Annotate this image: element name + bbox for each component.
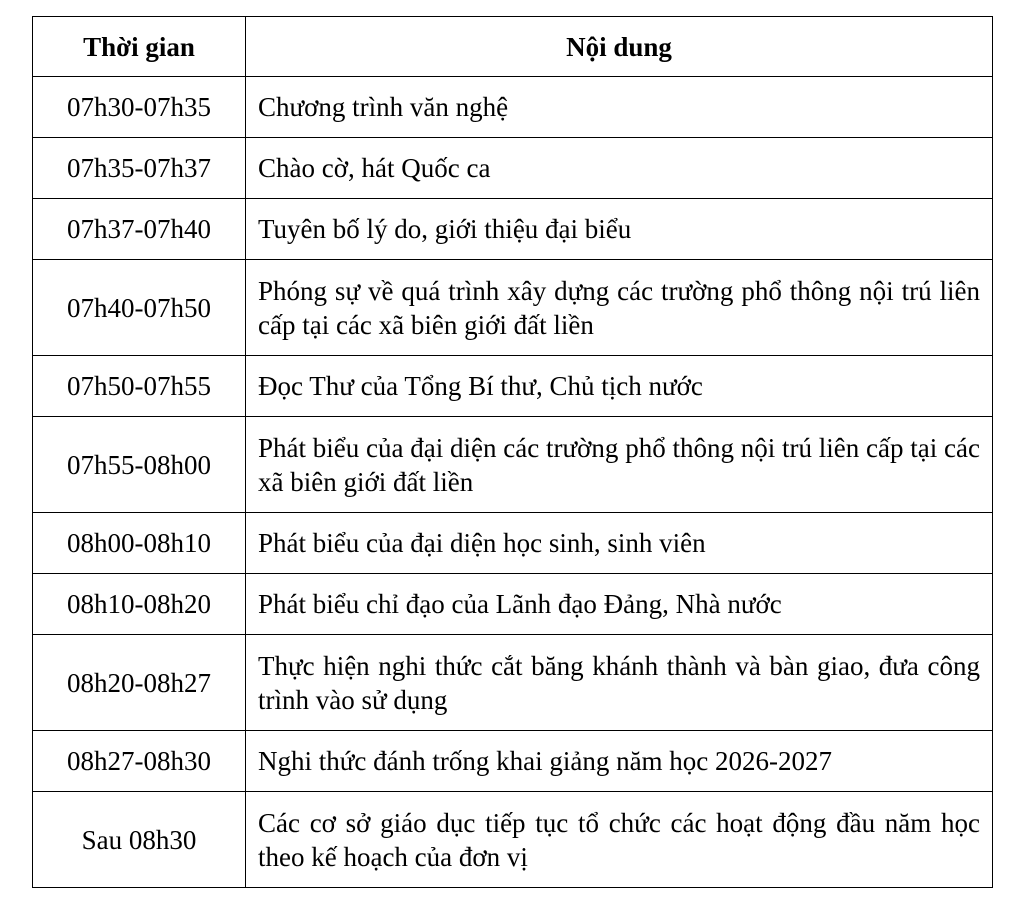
content-cell: Phóng sự về quá trình xây dựng các trường phổ thông nội trú liên cấp tại các xã biên giới đất liền (246, 260, 993, 356)
schedule-table (32, 16, 993, 888)
content-cell: Các cơ sở giáo dục tiếp tục tổ chức các hoạt động đầu năm học theo kế hoạch của đơn vị (246, 792, 993, 888)
content-cell: Thực hiện nghi thức cắt băng khánh thành và bàn giao, đưa công trình vào sử dụng (246, 635, 993, 731)
table-row (33, 574, 993, 635)
time-cell: 07h37-07h40 (33, 199, 246, 260)
content-cell: Chương trình văn nghệ (246, 77, 993, 138)
time-cell: 08h00-08h10 (33, 513, 246, 574)
time-cell: Sau 08h30 (33, 792, 246, 888)
content-cell: Phát biểu của đại diện học sinh, sinh viên (246, 513, 993, 574)
time-cell: 07h40-07h50 (33, 260, 246, 356)
content-cell: Tuyên bố lý do, giới thiệu đại biểu (246, 199, 993, 260)
time-cell: 08h20-08h27 (33, 635, 246, 731)
time-cell: 07h50-07h55 (33, 356, 246, 417)
table-row (33, 417, 993, 513)
time-cell: 08h27-08h30 (33, 731, 246, 792)
table-row (33, 77, 993, 138)
table-row (33, 731, 993, 792)
table-row (33, 199, 993, 260)
content-cell: Chào cờ, hát Quốc ca (246, 138, 993, 199)
table-row (33, 513, 993, 574)
time-cell: 07h30-07h35 (33, 77, 246, 138)
table-row (33, 792, 993, 888)
time-cell: 07h35-07h37 (33, 138, 246, 199)
header-time: Thời gian (33, 17, 246, 77)
time-cell: 07h55-08h00 (33, 417, 246, 513)
table-row (33, 260, 993, 356)
time-cell: 08h10-08h20 (33, 574, 246, 635)
content-cell: Nghi thức đánh trống khai giảng năm học 2026-2027 (246, 731, 993, 792)
table-row (33, 356, 993, 417)
table-row (33, 635, 993, 731)
content-cell: Phát biểu chỉ đạo của Lãnh đạo Đảng, Nhà nước (246, 574, 993, 635)
table-header-row (33, 17, 993, 77)
content-cell: Đọc Thư của Tổng Bí thư, Chủ tịch nước (246, 356, 993, 417)
content-cell: Phát biểu của đại diện các trường phổ thông nội trú liên cấp tại các xã biên giới đất liền (246, 417, 993, 513)
header-content: Nội dung (246, 17, 993, 77)
table-row (33, 138, 993, 199)
